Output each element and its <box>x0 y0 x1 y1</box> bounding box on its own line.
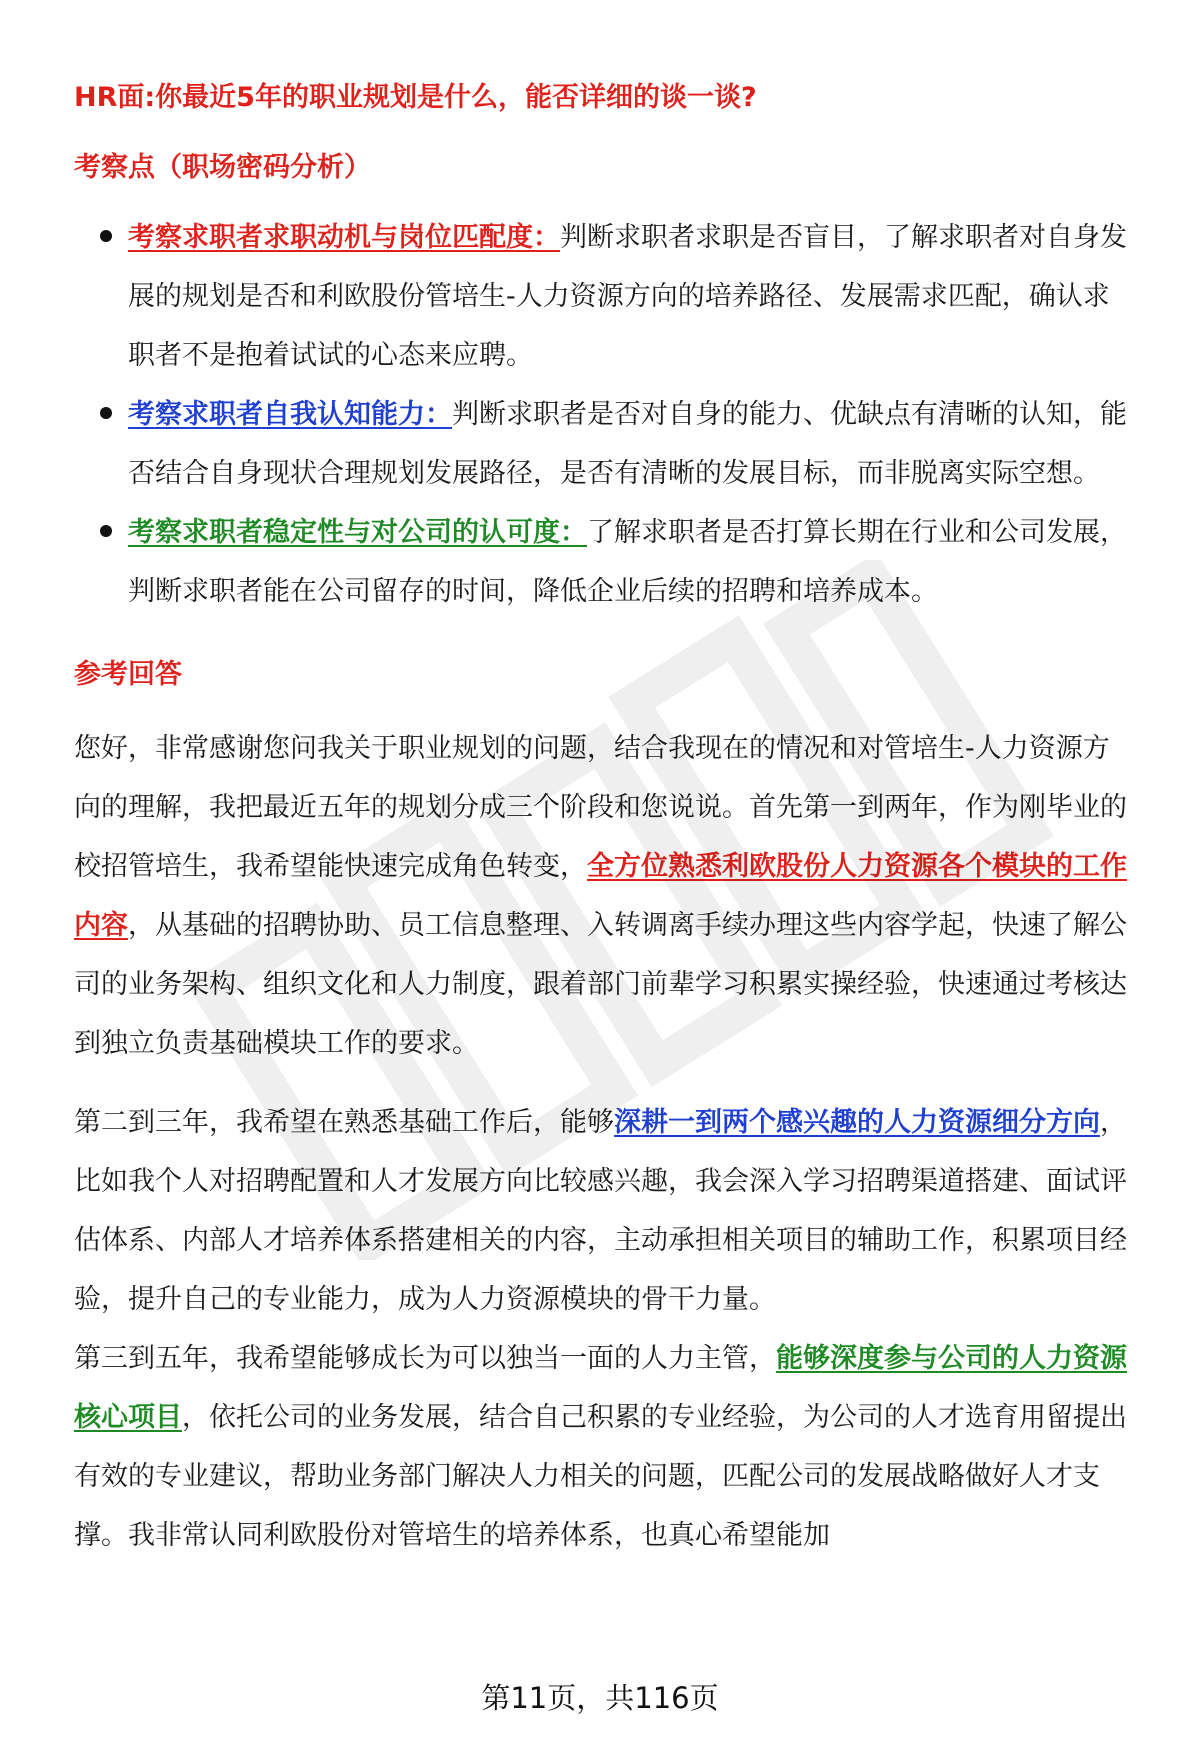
answer-highlight: 深耕一到两个感兴趣的人力资源细分方向 <box>614 1107 1100 1138</box>
exam-point-label: 考察求职者自我认知能力： <box>128 399 452 430</box>
answer-text: 第三到五年，我希望能够成长为可以独当一面的人力主管， <box>74 1343 776 1374</box>
question-heading: HR面:你最近5年的职业规划是什么，能否详细的谈一谈? <box>74 82 757 113</box>
answer-text: 您好，非常感谢您问我关于职业规划的问题，结合我现在的情况和对管培生-人力资源方向的理解，我把最近五年的规划分成三个阶段和您说说。首先第一到两年，作为刚毕业的校招管培生，我希望能快速完成角色转变， <box>74 733 1127 882</box>
answer-text: ，比如我个人对招聘配置和人才发展方向比较感兴趣，我会深入学习招聘渠道搭建、面试评估体系、内部人才培养体系搭建相关的内容，主动承担相关项目的辅助工作，积累项目经验，提升自己的专业能力，成为人力资源模块的骨干力量。 <box>74 1107 1127 1315</box>
answer-highlight: 能够深度参与公司的人力资源核心项目 <box>74 1343 1127 1433</box>
exam-point-stability <box>74 503 1128 621</box>
answer-paragraph-2 <box>74 1093 1128 1329</box>
bullet-icon <box>100 407 112 419</box>
exam-point-label: 考察求职者稳定性与对公司的认可度： <box>128 517 587 548</box>
answer-highlight: 全方位熟悉利欧股份人力资源各个模块的工作内容 <box>74 851 1127 941</box>
answer-paragraph-1 <box>74 719 1128 1073</box>
bullet-icon <box>100 230 112 242</box>
answer-paragraph-3 <box>74 1329 1128 1565</box>
exam-points-list <box>74 208 1128 621</box>
answer-heading: 参考回答 <box>74 659 182 690</box>
exam-points-heading: 考察点（职场密码分析） <box>74 152 371 183</box>
bullet-icon <box>100 525 112 537</box>
answer-text: ，依托公司的业务发展，结合自己积累的专业经验，为公司的人才选育用留提出有效的专业建议，帮助业务部门解决人力相关的问题，匹配公司的发展战略做好人才支撑。我非常认同利欧股份对管培生的培养体系，也真心希望能加 <box>74 1402 1127 1551</box>
answer-text: ，从基础的招聘协助、员工信息整理、入转调离手续办理这些内容学起，快速了解公司的业务架构、组织文化和人力制度，跟着部门前辈学习积累实操经验，快速通过考核达到独立负责基础模块工作的要求。 <box>74 910 1127 1059</box>
exam-point-self-awareness <box>74 385 1128 503</box>
exam-point-motivation <box>74 208 1128 385</box>
exam-point-text: 判断求职者是否对自身的能力、优缺点有清晰的认知，能否结合自身现状合理规划发展路径，是否有清晰的发展目标，而非脱离实际空想。 <box>128 399 1127 489</box>
exam-point-text: 了解求职者是否打算长期在行业和公司发展，判断求职者能在公司留存的时间，降低企业后续的招聘和培养成本。 <box>128 517 1127 607</box>
answer-text: 第二到三年，我希望在熟悉基础工作后，能够 <box>74 1107 614 1138</box>
page-number-footer: 第11页，共116页 <box>481 1681 719 1715</box>
exam-point-text: 判断求职者求职是否盲目，了解求职者对自身发展的规划是否和利欧股份管培生-人力资源方向的培养路径、发展需求匹配，确认求职者不是抱着试试的心态来应聘。 <box>128 222 1127 371</box>
exam-point-label: 考察求职者求职动机与岗位匹配度： <box>128 222 560 253</box>
